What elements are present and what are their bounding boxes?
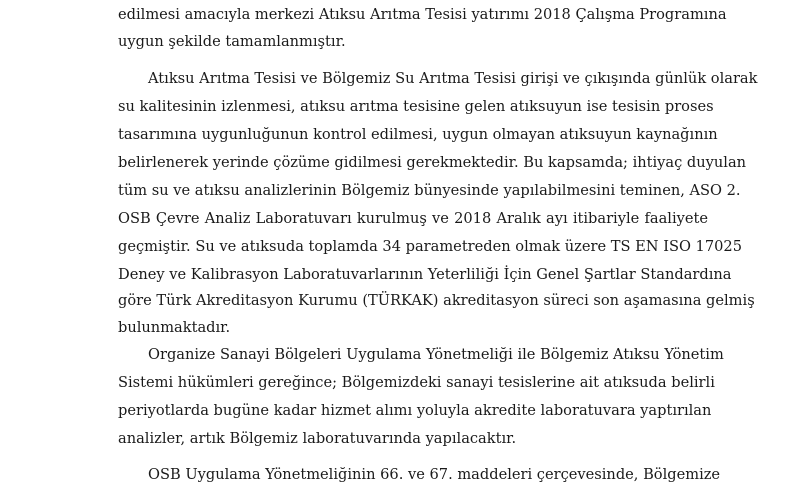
paragraph-2-line-4: belirlenerek yerinde çözüme gidilmesi gerekmektedir. Bu kapsamda; ihtiyaç duyulan xyxy=(118,154,747,171)
paragraph-2-line-10: bulunmaktadır. xyxy=(118,319,231,336)
paragraph-2-line-2: su kalitesinin izlenmesi, atıksu arıtma tesisine gelen atıksuyun ise tesisin proses xyxy=(118,98,714,115)
paragraph-3-line-1: Organize Sanayi Bölgeleri Uygulama Yönetmeliği ile Bölgemiz Atıksu Yönetim xyxy=(148,346,724,363)
paragraph-1-line-1: edilmesi amacıyla merkezi Atıksu Arıtma Tesisi yatırımı 2018 Çalışma Programına xyxy=(118,6,727,23)
paragraph-3-line-2: Sistemi hükümleri gereğince; Bölgemizdeki sanayi tesislerine ait atıksuda belirli xyxy=(118,374,715,391)
paragraph-2-line-9: göre Türk Akreditasyon Kurumu (TÜRKAK) akreditasyon süreci son aşamasına gelmiş xyxy=(118,292,755,309)
paragraph-2-line-3: tasarımına uygunluğunun kontrol edilmesi, uygun olmayan atıksuyun kaynağının xyxy=(118,126,718,143)
paragraph-2-line-6: OSB Çevre Analiz Laboratuvarı kurulmuş ve 2018 Aralık ayı itibariyle faaliyete xyxy=(118,210,708,227)
paragraph-2-line-1: Atıksu Arıtma Tesisi ve Bölgemiz Su Arıtma Tesisi girişi ve çıkışında günlük olarak xyxy=(148,70,758,87)
paragraph-1-line-2: uygun şekilde tamamlanmıştır. xyxy=(118,33,346,50)
paragraph-4-line-1: OSB Uygulama Yönetmeliğinin 66. ve 67. maddeleri çerçevesinde, Bölgemize xyxy=(148,466,721,483)
paragraph-2-line-8: Deney ve Kalibrasyon Laboratuvarlarının Yeterliliği İçin Genel Şartlar Standardına xyxy=(118,266,732,283)
paragraph-2-line-7: geçmiştir. Su ve atıksuda toplamda 34 parametreden olmak üzere TS EN ISO 17025 xyxy=(118,238,742,255)
paragraph-2-line-5: tüm su ve atıksu analizlerinin Bölgemiz bünyesinde yapılabilmesini teminen, ASO 2. xyxy=(118,182,741,199)
paragraph-3-line-4: analizler, artık Bölgemiz laboratuvarında yapılacaktır. xyxy=(118,430,517,447)
paragraph-3-line-3: periyotlarda bugüne kadar hizmet alımı yoluyla akredite laboratuvara yaptırılan xyxy=(118,402,712,419)
